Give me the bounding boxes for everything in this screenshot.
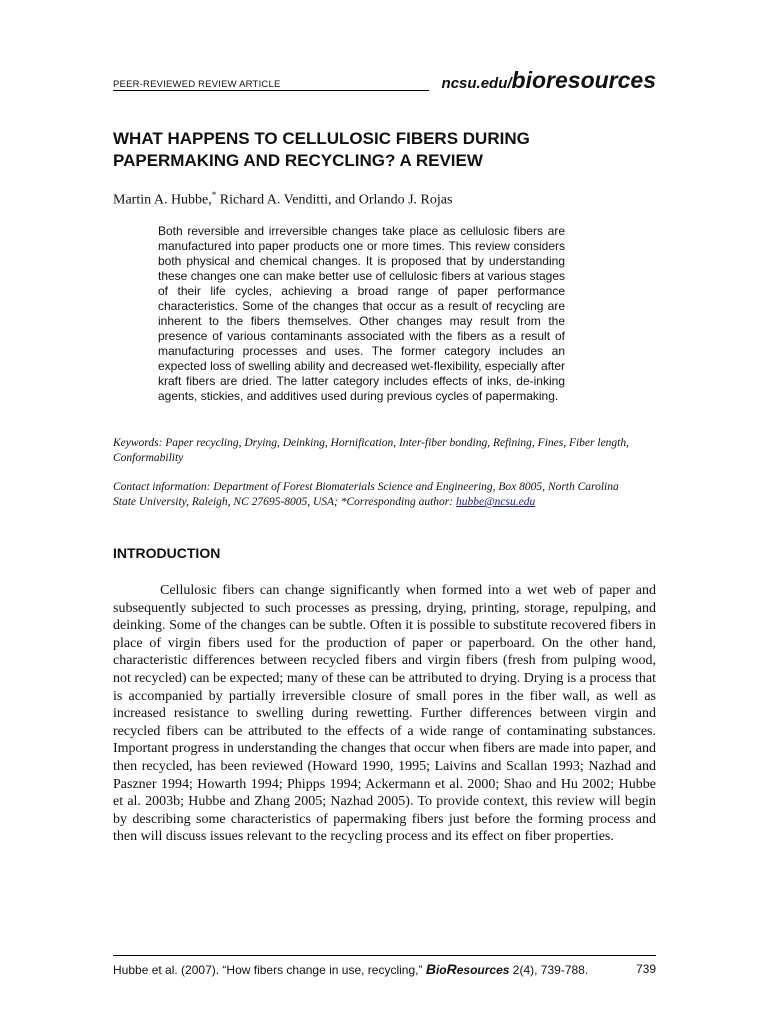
article-type-label: PEER-REVIEWED REVIEW ARTICLE [113,79,281,90]
author-list [113,190,452,209]
journal-name: BioResources [425,961,510,977]
contact-text: Contact information: Department of Forest Biomaterials Science and Engineering, Box 8005, North Carolina State University, Raleigh, NC 27695-8005, USA; *Corresponding author: [113,481,619,508]
header-rule [113,90,429,91]
page-number: 739 [635,962,656,976]
author-email-link[interactable]: hubbe@ncsu.edu [455,496,536,508]
paper-title: WHAT HAPPENS TO CELLULOSIC FIBERS DURING PAPERMAKING AND RECYCLING? A REVIEW [113,129,530,170]
journal-site-logo [442,69,656,92]
citation-prefix: Hubbe et al. (2007). “How fibers change in use, recycling,” [113,963,426,977]
site-name: bioresources [511,67,656,93]
introduction-paragraph: Cellulosic fibers can change significantly when formed into a wet web of paper and subsequently subjected to such processes as pressing, drying, printing, storage, repulping, and deinking. Some of the changes can be subtle. Often it is possible to substitute recovered fibers in place of virgin fibers used for the production of paper or paperboard. On the other hand, characteristic differences between recycled fibers and virgin fibers (fresh from pulping wood, not recycled) can be expected; many of these can be attributed to drying. Drying is a process that is accompanied by partially irreversible closure of small pores in the fiber wall, as well as increased resistance to swelling during rewetting. Further differences between virgin and recycled fibers can be attributed to the effects of a wide range of contaminating substances. Important progress in understanding the changes that occur when fibers are made into paper, and then recycled, has been reviewed (Howard 1990, 1995; Laivins and Scallan 1993; Nazhad and Paszner 1994; Howarth 1994; Phipps 1994; Ackermann et al. 2000; Shao and Hu 2002; Hubbe et al. 2003b; Hubbe and Zhang 2005; Nazhad 2005). To provide context, this review will begin by describing some characteristics of papermaking fibers just before the forming process and then will discuss issues relevant to the recycling process and its effect on fiber properties. [113,583,656,845]
citation [113,963,588,977]
section-heading-introduction: INTRODUCTION [113,545,221,561]
running-footer [113,961,656,978]
site-prefix: ncsu.edu/ [441,75,512,92]
footer-rule [113,955,656,956]
keywords: Keywords: Paper recycling, Drying, Deinking, Hornification, Inter-fiber bonding, Refining, Fines, Fiber length, Conformability [113,437,630,464]
first-author: Martin A. Hubbe, [113,192,212,208]
contact-information [113,480,643,510]
corresponding-mark: * [211,190,217,200]
abstract: Both reversible and irreversible changes take place as cellulosic fibers are manufactured into paper products one or more times. This review considers both physical and chemical changes. It is proposed that by understanding these changes one can make better use of cellulosic fibers at various stages of their life cycles, achieving a broad range of paper performance characteristics. Some of the changes that occur as a result of recycling are inherent to the fibers themselves. Other changes may result from the presence of various contaminants associated with the fibers as a result of manufacturing processes and uses. The former category includes an expected loss of swelling ability and decreased wet-flexibility, especially after kraft fibers are dried. The latter category includes effects of inks, de-inking agents, stickies, and additives used during previous cycles of papermaking. [158,224,565,403]
running-header [113,64,656,92]
other-authors: Richard A. Venditti, and Orlando J. Rojas [216,192,453,208]
citation-suffix: 2(4), 739-788. [509,963,589,977]
